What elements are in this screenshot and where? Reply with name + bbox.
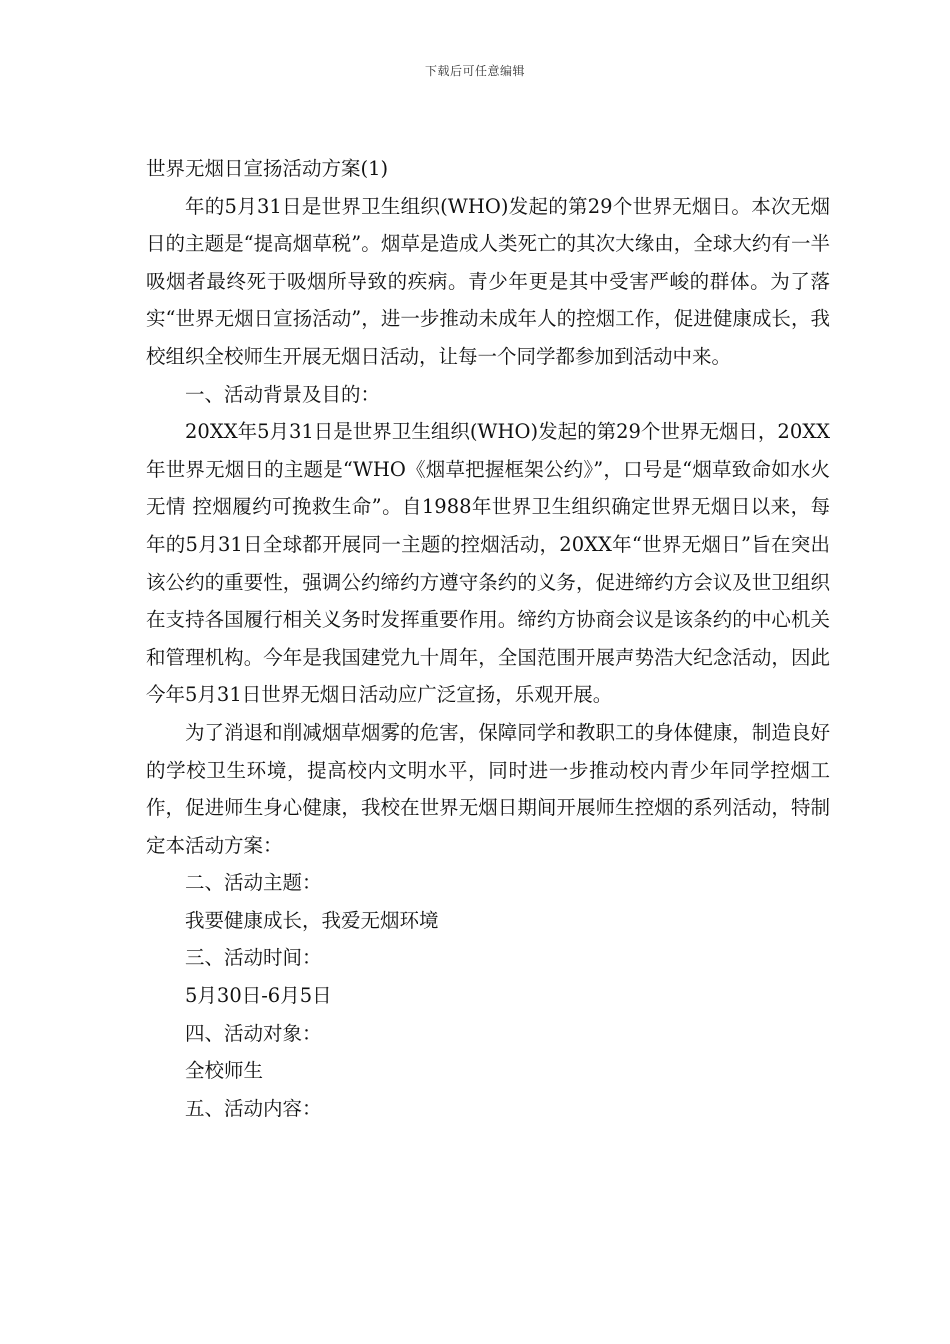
intro-paragraph: 年的5月31日是世界卫生组织(WHO)发起的第29个世界无烟日。本次无烟日的主题是“提高烟草税”。烟草是造成人类死亡的其次大缘由，全球大约有一半吸烟者最终死于吸烟所导致的疾病。青少年更是其中受害严峻的群体。为了落实“世界无烟日宣扬活动”，进一步推动未成年人的控烟工作，促进健康成长，我校组织全校师生开展无烟日活动，让每一个同学都参加到活动中来。 — [146, 194, 830, 368]
purpose-paragraph: 为了消退和削减烟草烟雾的危害，保障同学和教职工的身体健康，制造良好的学校卫生环境，提高校内文明水平，同时进一步推动校内青少年同学控烟工作，促进师生身心健康，我校在世界无烟日期间开展师生控烟的系列活动，特制定本活动方案： — [146, 720, 830, 857]
section-heading-background: 一、活动背景及目的： — [185, 382, 381, 406]
time-text: 5月30日-6月5日 — [185, 984, 332, 1008]
document-title: 世界无烟日宣扬活动方案(1) — [146, 157, 389, 180]
audience-text: 全校师生 — [185, 1059, 264, 1083]
page-header-note: 下载后可任意编辑 — [424, 64, 525, 78]
background-paragraph: 20XX年5月31日是世界卫生组织(WHO)发起的第29个世界无烟日，20XX年世界无烟日的主题是“WHO《烟草把握框架公约》”，口号是“烟草致命如水火无情 控烟履约可挽救生命”。自1988年世界卫生组织确定世界无烟日以来，每年的5月31日全球都开展同一主题的控烟活动，20XX年“世界无烟日”旨在突出该公约的重要性，强调公约缔约方遵守条约的义务，促进缔约方会议及世卫组织在支持各国履行相关义务时发挥重要作用。缔约方协商会议是该条约的中心机关和管理机构。今年是我国建党九十周年，全国范围开展声势浩大纪念活动，因此今年5月31日世界无烟日活动应广泛宣扬，乐观开展。 — [146, 420, 830, 707]
document-body — [146, 150, 830, 1127]
theme-text: 我要健康成长，我爱无烟环境 — [185, 908, 439, 932]
section-heading-time: 三、活动时间： — [185, 946, 322, 970]
section-heading-theme: 二、活动主题： — [185, 871, 322, 895]
section-heading-audience: 四、活动对象： — [185, 1021, 322, 1045]
section-heading-content: 五、活动内容： — [185, 1096, 322, 1120]
